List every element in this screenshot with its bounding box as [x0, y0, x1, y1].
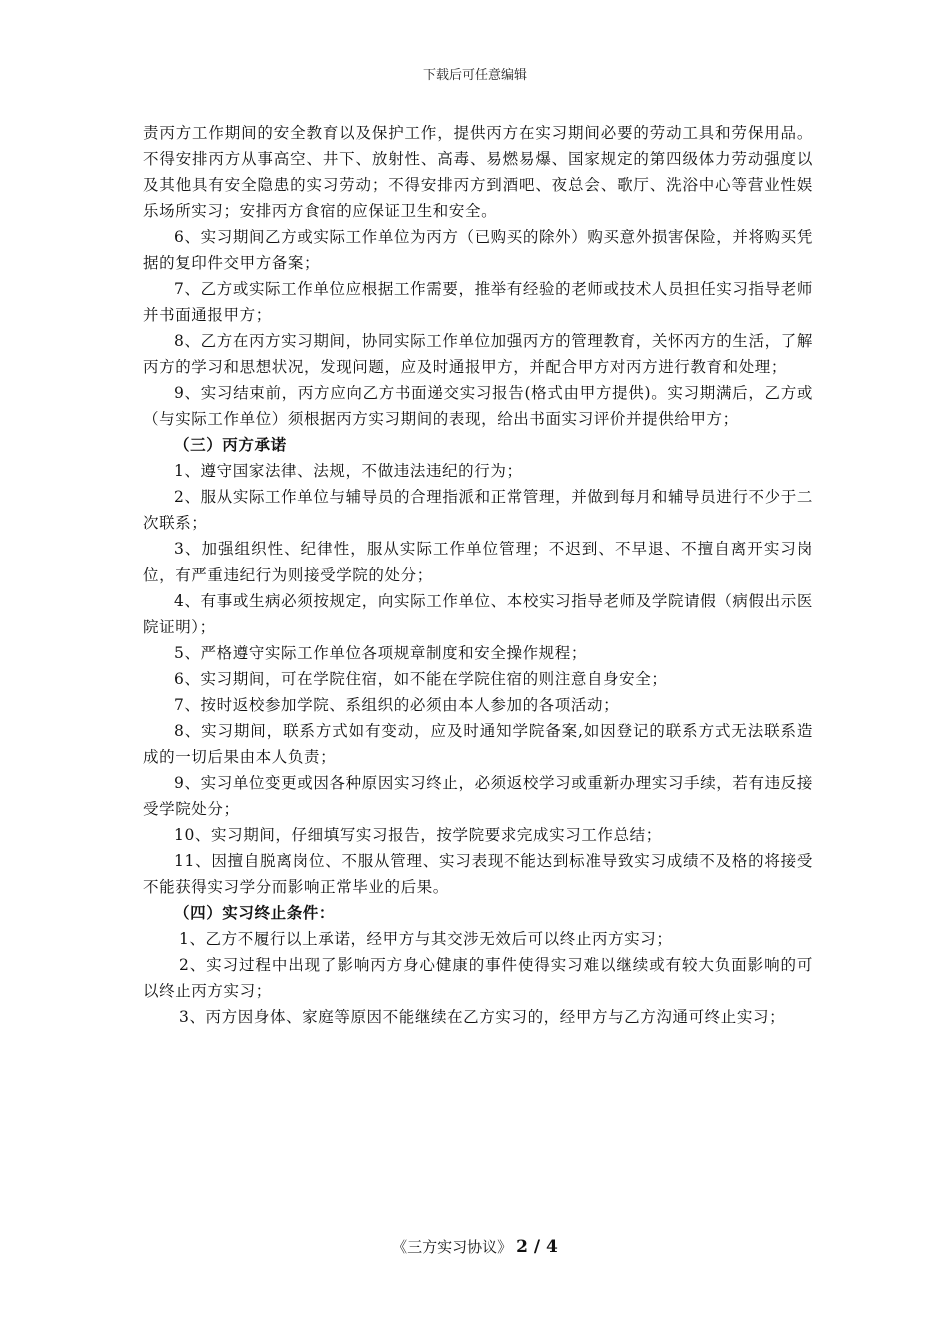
paragraph: 7、乙方或实际工作单位应根据工作需要，推举有经验的老师或技术人员担任实习指导老师并书面通报甲方； — [143, 280, 813, 324]
section-heading: （四）实习终止条件： — [174, 903, 336, 922]
paragraph: 6、实习期间，可在学院住宿，如不能在学院住宿的则注意自身安全； — [174, 670, 668, 688]
paragraph: 3、丙方因身体、家庭等原因不能继续在乙方实习的，经甲方与乙方沟通可终止实习； — [179, 1008, 786, 1026]
paragraph: 1、乙方不履行以上承诺，经甲方与其交涉无效后可以终止丙方实习； — [179, 930, 673, 948]
paragraph: 6、实习期间乙方或实际工作单位为丙方（已购买的除外）购买意外损害保险，并将购买凭据的复印件交甲方备案； — [143, 228, 813, 272]
paragraph: 2、实习过程中出现了影响丙方身心健康的事件使得实习难以继续或有较大负面影响的可以终止丙方实习； — [143, 956, 813, 1000]
paragraph: 责丙方工作期间的安全教育以及保护工作，提供丙方在实习期间必要的劳动工具和劳保用品。不得安排丙方从事高空、井下、放射性、高毒、易燃易爆、国家规定的第四级体力劳动强度以及其他具有安全隐患的实习劳动；不得安排丙方到酒吧、夜总会、歌厅、洗浴中心等营业性娱乐场所实习；安排丙方食宿的应保证卫生和安全。 — [143, 124, 813, 220]
page-header: 下载后可任意编辑 — [422, 68, 527, 83]
paragraph: 9、实习结束前，丙方应向乙方书面递交实习报告(格式由甲方提供)。实习期满后，乙方或（与实际工作单位）须根据丙方实习期间的表现，给出书面实习评价并提供给甲方； — [143, 384, 813, 428]
section-heading: （三）丙方承诺 — [174, 435, 287, 454]
page-footer — [0, 1236, 950, 1257]
paragraph: 2、服从实际工作单位与辅导员的合理指派和正常管理，并做到每月和辅导员进行不少于二次联系； — [143, 488, 813, 532]
paragraph: 9、实习单位变更或因各种原因实习终止，必须返校学习或重新办理实习手续，若有违反接受学院处分； — [143, 774, 813, 818]
paragraph: 11、因擅自脱离岗位、不服从管理、实习表现不能达到标准导致实习成绩不及格的将接受不能获得实习学分而影响正常毕业的后果。 — [143, 852, 813, 896]
footer-title: 《三方实习协议》 — [392, 1238, 513, 1256]
paragraph: 4、有事或生病必须按规定，向实际工作单位、本校实习指导老师及学院请假（病假出示医院证明）； — [143, 592, 813, 636]
paragraph: 7、按时返校参加学院、系组织的必须由本人参加的各项活动； — [174, 696, 620, 714]
paragraph: 5、严格遵守实际工作单位各项规章制度和安全操作规程； — [174, 644, 587, 662]
paragraph: 1、遵守国家法律、法规，不做违法违纪的行为； — [174, 462, 523, 480]
page-number: 2 / 4 — [516, 1237, 558, 1257]
paragraph: 3、加强组织性、纪律性，服从实际工作单位管理；不迟到、不早退、不擅自离开实习岗位，有严重违纪行为则接受学院的处分； — [143, 540, 813, 584]
paragraph: 8、实习期间，联系方式如有变动，应及时通知学院备案,如因登记的联系方式无法联系造成的一切后果由本人负责； — [143, 722, 813, 766]
paragraph: 8、乙方在丙方实习期间，协同实际工作单位加强丙方的管理教育，关怀丙方的生活，了解丙方的学习和思想状况，发现问题，应及时通报甲方，并配合甲方对丙方进行教育和处理； — [143, 332, 813, 376]
paragraph: 10、实习期间，仔细填写实习报告，按学院要求完成实习工作总结； — [174, 826, 662, 844]
document-body — [143, 120, 813, 1030]
